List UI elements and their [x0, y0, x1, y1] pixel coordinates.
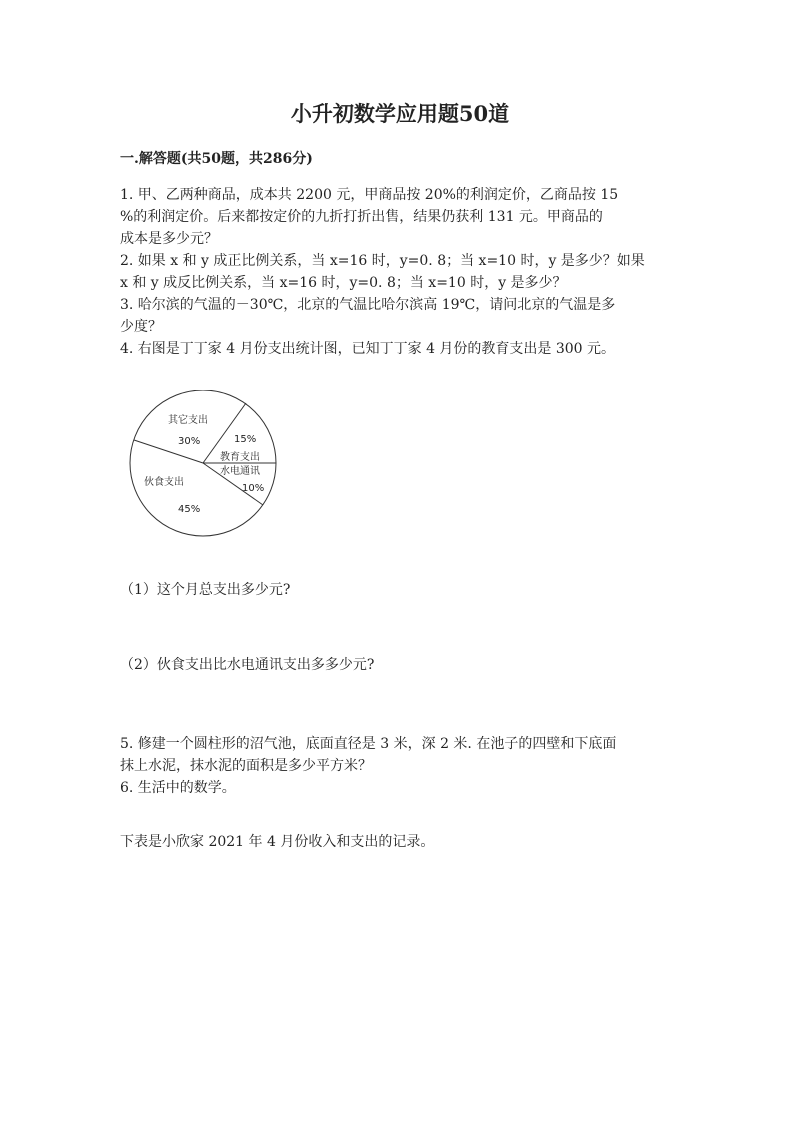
question-2	[120, 250, 680, 294]
question-line: 3. 哈尔滨的气温的－30℃，北京的气温比哈尔滨高 19℃，请问北京的气温是多	[120, 297, 616, 313]
question-3	[120, 294, 680, 338]
question-line: 成本是多少元？	[120, 231, 218, 247]
expense-pie-chart	[124, 390, 284, 550]
question-line: 6. 生活中的数学。	[120, 780, 236, 796]
slice-pct-food: 45%	[178, 504, 201, 515]
question-line: x 和 y 成反比例关系，当 x=16 时，y=0. 8；当 x=10 时，y 是多少？	[120, 275, 567, 291]
question-1	[120, 184, 680, 250]
question-line: 少度？	[120, 319, 162, 335]
question-6	[120, 777, 680, 799]
question-4	[120, 338, 680, 360]
slice-label-food: 伙食支出	[144, 477, 184, 488]
slice-pct-other: 30%	[178, 436, 201, 447]
question-line: 4. 右图是丁丁家 4 月份支出统计图，已知丁丁家 4 月份的教育支出是 300 元。	[120, 341, 616, 357]
question-line: 2. 如果 x 和 y 成正比例关系，当 x=16 时，y=0. 8；当 x=10 时，y 是多少？如果	[120, 253, 645, 269]
question-line: 5. 修建一个圆柱形的沼气池，底面直径是 3 米，深 2 米. 在池子的四壁和下底面	[120, 736, 617, 752]
page-title: 小升初数学应用题50道	[290, 101, 510, 126]
slice-label-education: 教育支出	[220, 452, 260, 463]
slice-label-other: 其它支出	[168, 415, 208, 426]
section-heading: 一.解答题(共50题，共286分)	[120, 151, 313, 167]
slice-pct-education: 15%	[234, 434, 257, 445]
question-4-part-1: （1）这个月总支出多少元?	[120, 582, 291, 598]
question-6-note: 下表是小欣家 2021 年 4 月份收入和支出的记录。	[120, 834, 435, 850]
question-5	[120, 733, 680, 777]
question-4-part-2: （2）伙食支出比水电通讯支出多多少元?	[120, 657, 375, 673]
slice-label-utilities: 水电通讯	[220, 466, 260, 477]
slice-pct-utilities: 10%	[242, 483, 265, 494]
question-line: 1. 甲、乙两种商品，成本共 2200 元，甲商品按 20%的利润定价，乙商品按 15	[120, 187, 619, 203]
question-line: %的利润定价。后来都按定价的九折打折出售，结果仍获利 131 元。甲商品的	[120, 209, 603, 225]
question-line: 抹上水泥，抹水泥的面积是多少平方米？	[120, 758, 372, 774]
